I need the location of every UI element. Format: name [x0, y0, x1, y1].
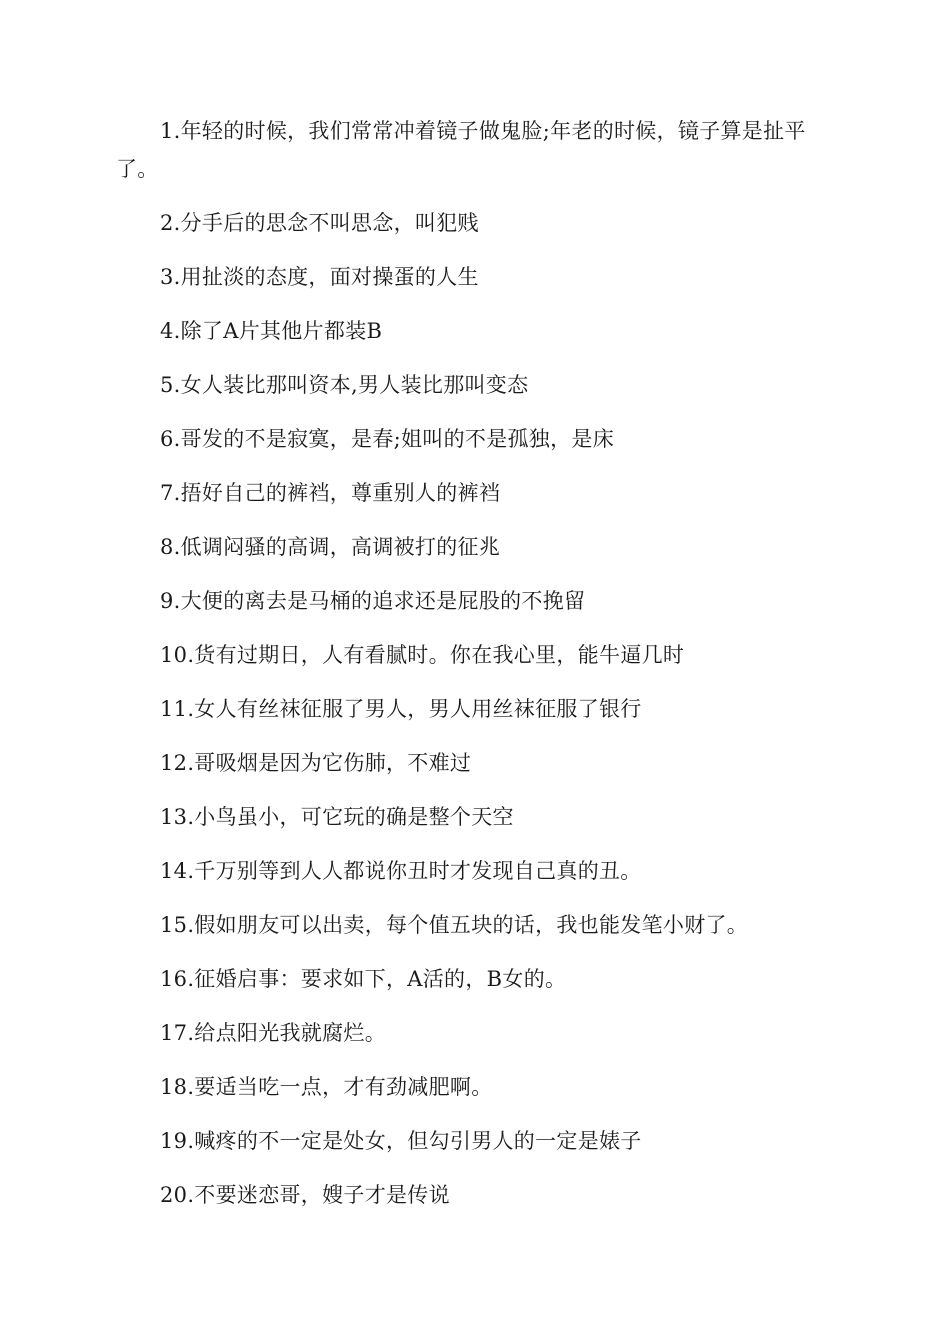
paragraph-3: 3.用扯淡的态度，面对操蛋的人生 [160, 265, 479, 289]
paragraph-20: 20.不要迷恋哥，嫂子才是传说 [160, 1183, 450, 1207]
document-body [116, 112, 826, 1230]
paragraph-15: 15.假如朋友可以出卖，每个值五块的话，我也能发笔小财了。 [160, 913, 749, 937]
paragraph-6: 6.哥发的不是寂寞，是春;姐叫的不是孤独，是床 [160, 427, 615, 451]
paragraph-5: 5.女人装比那叫资本,男人装比那叫变态 [160, 373, 529, 397]
paragraph-16: 16.征婚启事：要求如下，A活的，B女的。 [160, 967, 567, 991]
paragraph-8: 8.低调闷骚的高调，高调被打的征兆 [160, 535, 501, 559]
paragraph-14: 14.千万别等到人人都说你丑时才发现自己真的丑。 [160, 859, 642, 883]
paragraph-11: 11.女人有丝袜征服了男人，男人用丝袜征服了银行 [160, 697, 642, 721]
paragraph-19: 19.喊疼的不一定是处女，但勾引男人的一定是婊子 [160, 1129, 642, 1153]
paragraph-2: 2.分手后的思念不叫思念，叫犯贱 [160, 211, 479, 235]
paragraph-10: 10.货有过期日，人有看腻时。你在我心里，能牛逼几时 [160, 643, 685, 667]
paragraph-18: 18.要适当吃一点，才有劲减肥啊。 [160, 1075, 493, 1099]
paragraph-13: 13.小鸟虽小，可它玩的确是整个天空 [160, 805, 514, 829]
paragraph-4: 4.除了A片其他片都装B [160, 319, 383, 343]
paragraph-12: 12.哥吸烟是因为它伤肺，不难过 [160, 751, 472, 775]
paragraph-7: 7.捂好自己的裤裆，尊重别人的裤裆 [160, 481, 501, 505]
paragraph-9: 9.大便的离去是马桶的追求还是屁股的不挽留 [160, 589, 586, 613]
paragraph-1: 1.年轻的时候，我们常常冲着镜子做鬼脸;年老的时候，镜子算是扯平了。 [116, 119, 806, 181]
paragraph-17: 17.给点阳光我就腐烂。 [160, 1021, 386, 1045]
